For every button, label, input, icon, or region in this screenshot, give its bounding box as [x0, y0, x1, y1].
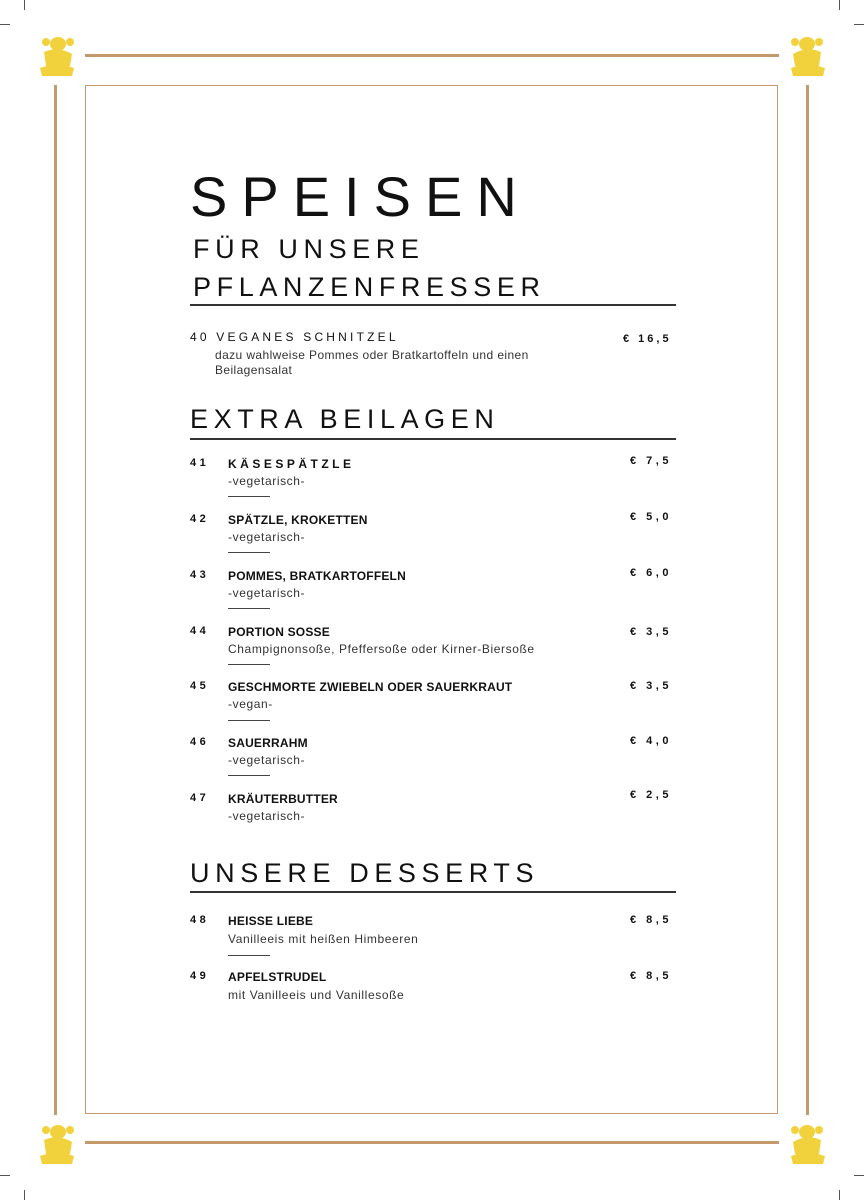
- crop-mark: [854, 1175, 864, 1176]
- item-note: Champignonsoße, Pfeffersoße oder Kirner-Biersoße: [228, 642, 535, 656]
- section-rule: [190, 438, 676, 440]
- heraldic-lion-ornament-icon: [36, 32, 78, 80]
- frame-top: [85, 54, 779, 57]
- item-price: € 3,5: [630, 680, 672, 692]
- item-name: GESCHMORTE ZWIEBELN ODER SAUERKRAUT: [228, 680, 513, 694]
- heraldic-lion-ornament-icon: [787, 32, 829, 80]
- crop-mark: [839, 0, 840, 10]
- main-item-description: dazu wahlweise Pommes oder Bratkartoffeln und einen Beilagensalat: [215, 348, 529, 377]
- subtitle-line2: PFLANZENFRESSER: [193, 272, 546, 302]
- item-number: 47: [190, 792, 210, 804]
- item-divider: [228, 775, 270, 776]
- item-name: APFELSTRUDEL: [228, 970, 327, 984]
- item-number: 41: [190, 457, 210, 469]
- page-title: SPEISEN: [190, 165, 531, 228]
- item-number: 43: [190, 569, 210, 581]
- item-divider: [228, 608, 270, 609]
- item-number: 49: [190, 970, 210, 982]
- item-price: € 6,0: [630, 567, 672, 579]
- item-number: 48: [190, 914, 210, 926]
- item-divider: [228, 720, 270, 721]
- item-note: -vegetarisch-: [228, 809, 306, 823]
- item-divider: [228, 552, 270, 553]
- crop-mark: [24, 0, 25, 10]
- header-rule: [190, 304, 676, 306]
- crop-mark: [854, 24, 864, 25]
- item-price: € 8,5: [630, 970, 672, 982]
- item-price: € 5,0: [630, 511, 672, 523]
- item-note: Vanilleeis mit heißen Himbeeren: [228, 932, 419, 946]
- item-note: -vegetarisch-: [228, 586, 306, 600]
- item-note: -vegetarisch-: [228, 753, 306, 767]
- main-item-price: € 16,5: [623, 333, 672, 345]
- item-name: HEISSE LIEBE: [228, 914, 314, 928]
- item-price: € 7,5: [630, 455, 672, 467]
- frame-bottom: [85, 1141, 779, 1144]
- item-number: 42: [190, 513, 210, 525]
- item-price: € 2,5: [630, 789, 672, 801]
- item-name: SAUERRAHM: [228, 736, 308, 750]
- section-heading-desserts: UNSERE DESSERTS: [190, 858, 540, 888]
- inner-frame: [85, 85, 778, 1114]
- section-heading-beilagen: EXTRA BEILAGEN: [190, 404, 500, 434]
- item-price: € 3,5: [630, 626, 672, 638]
- item-number: 45: [190, 680, 210, 692]
- item-name: PORTION SOSSE: [228, 625, 330, 639]
- item-number: 44: [190, 625, 210, 637]
- crop-mark: [0, 24, 10, 25]
- heraldic-lion-ornament-icon: [36, 1120, 78, 1168]
- main-item-name: 40 VEGANES SCHNITZEL: [190, 330, 399, 344]
- item-note: mit Vanilleeis und Vanillesoße: [228, 988, 405, 1002]
- item-price: € 8,5: [630, 914, 672, 926]
- item-price: € 4,0: [630, 735, 672, 747]
- item-divider: [228, 664, 270, 665]
- item-divider: [228, 955, 270, 956]
- crop-mark: [0, 1175, 10, 1176]
- item-number: 46: [190, 736, 210, 748]
- heraldic-lion-ornament-icon: [787, 1120, 829, 1168]
- item-name: KÄSESPÄTZLE: [228, 457, 355, 471]
- item-note: -vegan-: [228, 697, 273, 711]
- section-rule: [190, 891, 676, 893]
- item-divider: [228, 496, 270, 497]
- item-note: -vegetarisch-: [228, 474, 306, 488]
- subtitle-line1: FÜR UNSERE: [193, 234, 425, 264]
- item-note: -vegetarisch-: [228, 530, 306, 544]
- crop-mark: [24, 1190, 25, 1200]
- frame-right: [806, 85, 809, 1115]
- item-name: SPÄTZLE, KROKETTEN: [228, 513, 368, 527]
- item-name: POMMES, BRATKARTOFFELN: [228, 569, 406, 583]
- frame-left: [54, 85, 57, 1115]
- item-name: KRÄUTERBUTTER: [228, 792, 338, 806]
- crop-mark: [839, 1190, 840, 1200]
